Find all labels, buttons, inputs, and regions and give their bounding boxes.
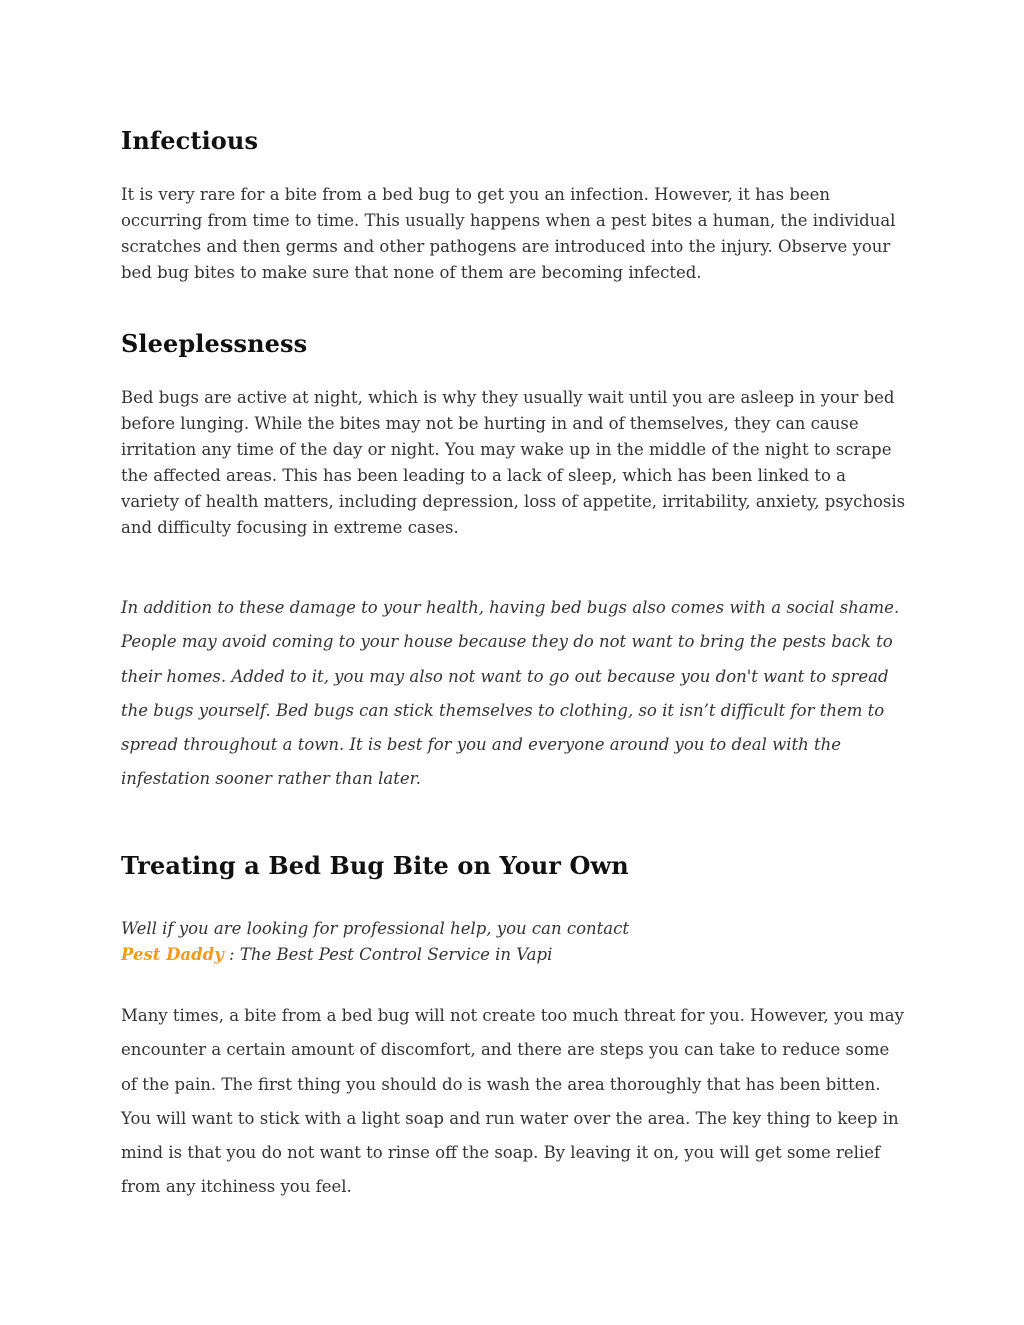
paragraph-infectious: It is very rare for a bite from a bed bug to get you an infection. However, it has been occurring from time to time. This usually happens when a pest bites a human, the individual scratches and then germs and other pathogens are introduced into the injury. Observe your bed bug bites to make sure that none of them are becoming infected. xyxy=(121,185,896,282)
paragraph-sleeplessness: Bed bugs are active at night, which is why they usually wait until you are asleep in your bed before lunging. While the bites may not be hurting in and of themselves, they can cause irritation any time of the day or night. You may wake up in the middle of the night to scrape the affected areas. This has been leading to a lack of sleep, which has been linked to a variety of health matters, including depression, loss of appetite, irritability, anxiety, psychosis and difficulty focusing in extreme cases. xyxy=(121,388,906,537)
paragraph-professional-help xyxy=(121,916,629,968)
heading-treating: Treating a Bed Bug Bite on Your Own xyxy=(121,851,629,880)
paragraph-treating-body: Many times, a bite from a bed bug will not create too much threat for you. However, you may encounter a certain amount of discomfort, and there are steps you can take to reduce some of the pain. The first thing you should do is wash the area thoroughly that has been bitten. You will want to stick with a light soap and run water over the area. The key thing to keep in mind is that you do not want to rinse off the soap. By leaving it on, you will get some relief from any itchiness you feel. xyxy=(121,1006,904,1197)
heading-sleeplessness: Sleeplessness xyxy=(121,329,308,358)
link-suffix-text: : The Best Pest Control Service in Vapi xyxy=(223,945,553,964)
heading-infectious: Infectious xyxy=(121,126,259,155)
pest-daddy-link[interactable]: Pest Daddy xyxy=(121,945,224,964)
paragraph-social-shame: In addition to these damage to your health, having bed bugs also comes with a social shame. People may avoid coming to your house because they do not want to bring the pests back to their homes. Added to it, you may also not want to go out because you don't want to spread the bugs yourself. Bed bugs can stick themselves to clothing, so it isn’t difficult for them to spread throughout a town. It is best for you and everyone around you to deal with the infestation sooner rather than later. xyxy=(121,598,900,789)
help-line-text: Well if you are looking for professional help, you can contact xyxy=(121,919,630,938)
